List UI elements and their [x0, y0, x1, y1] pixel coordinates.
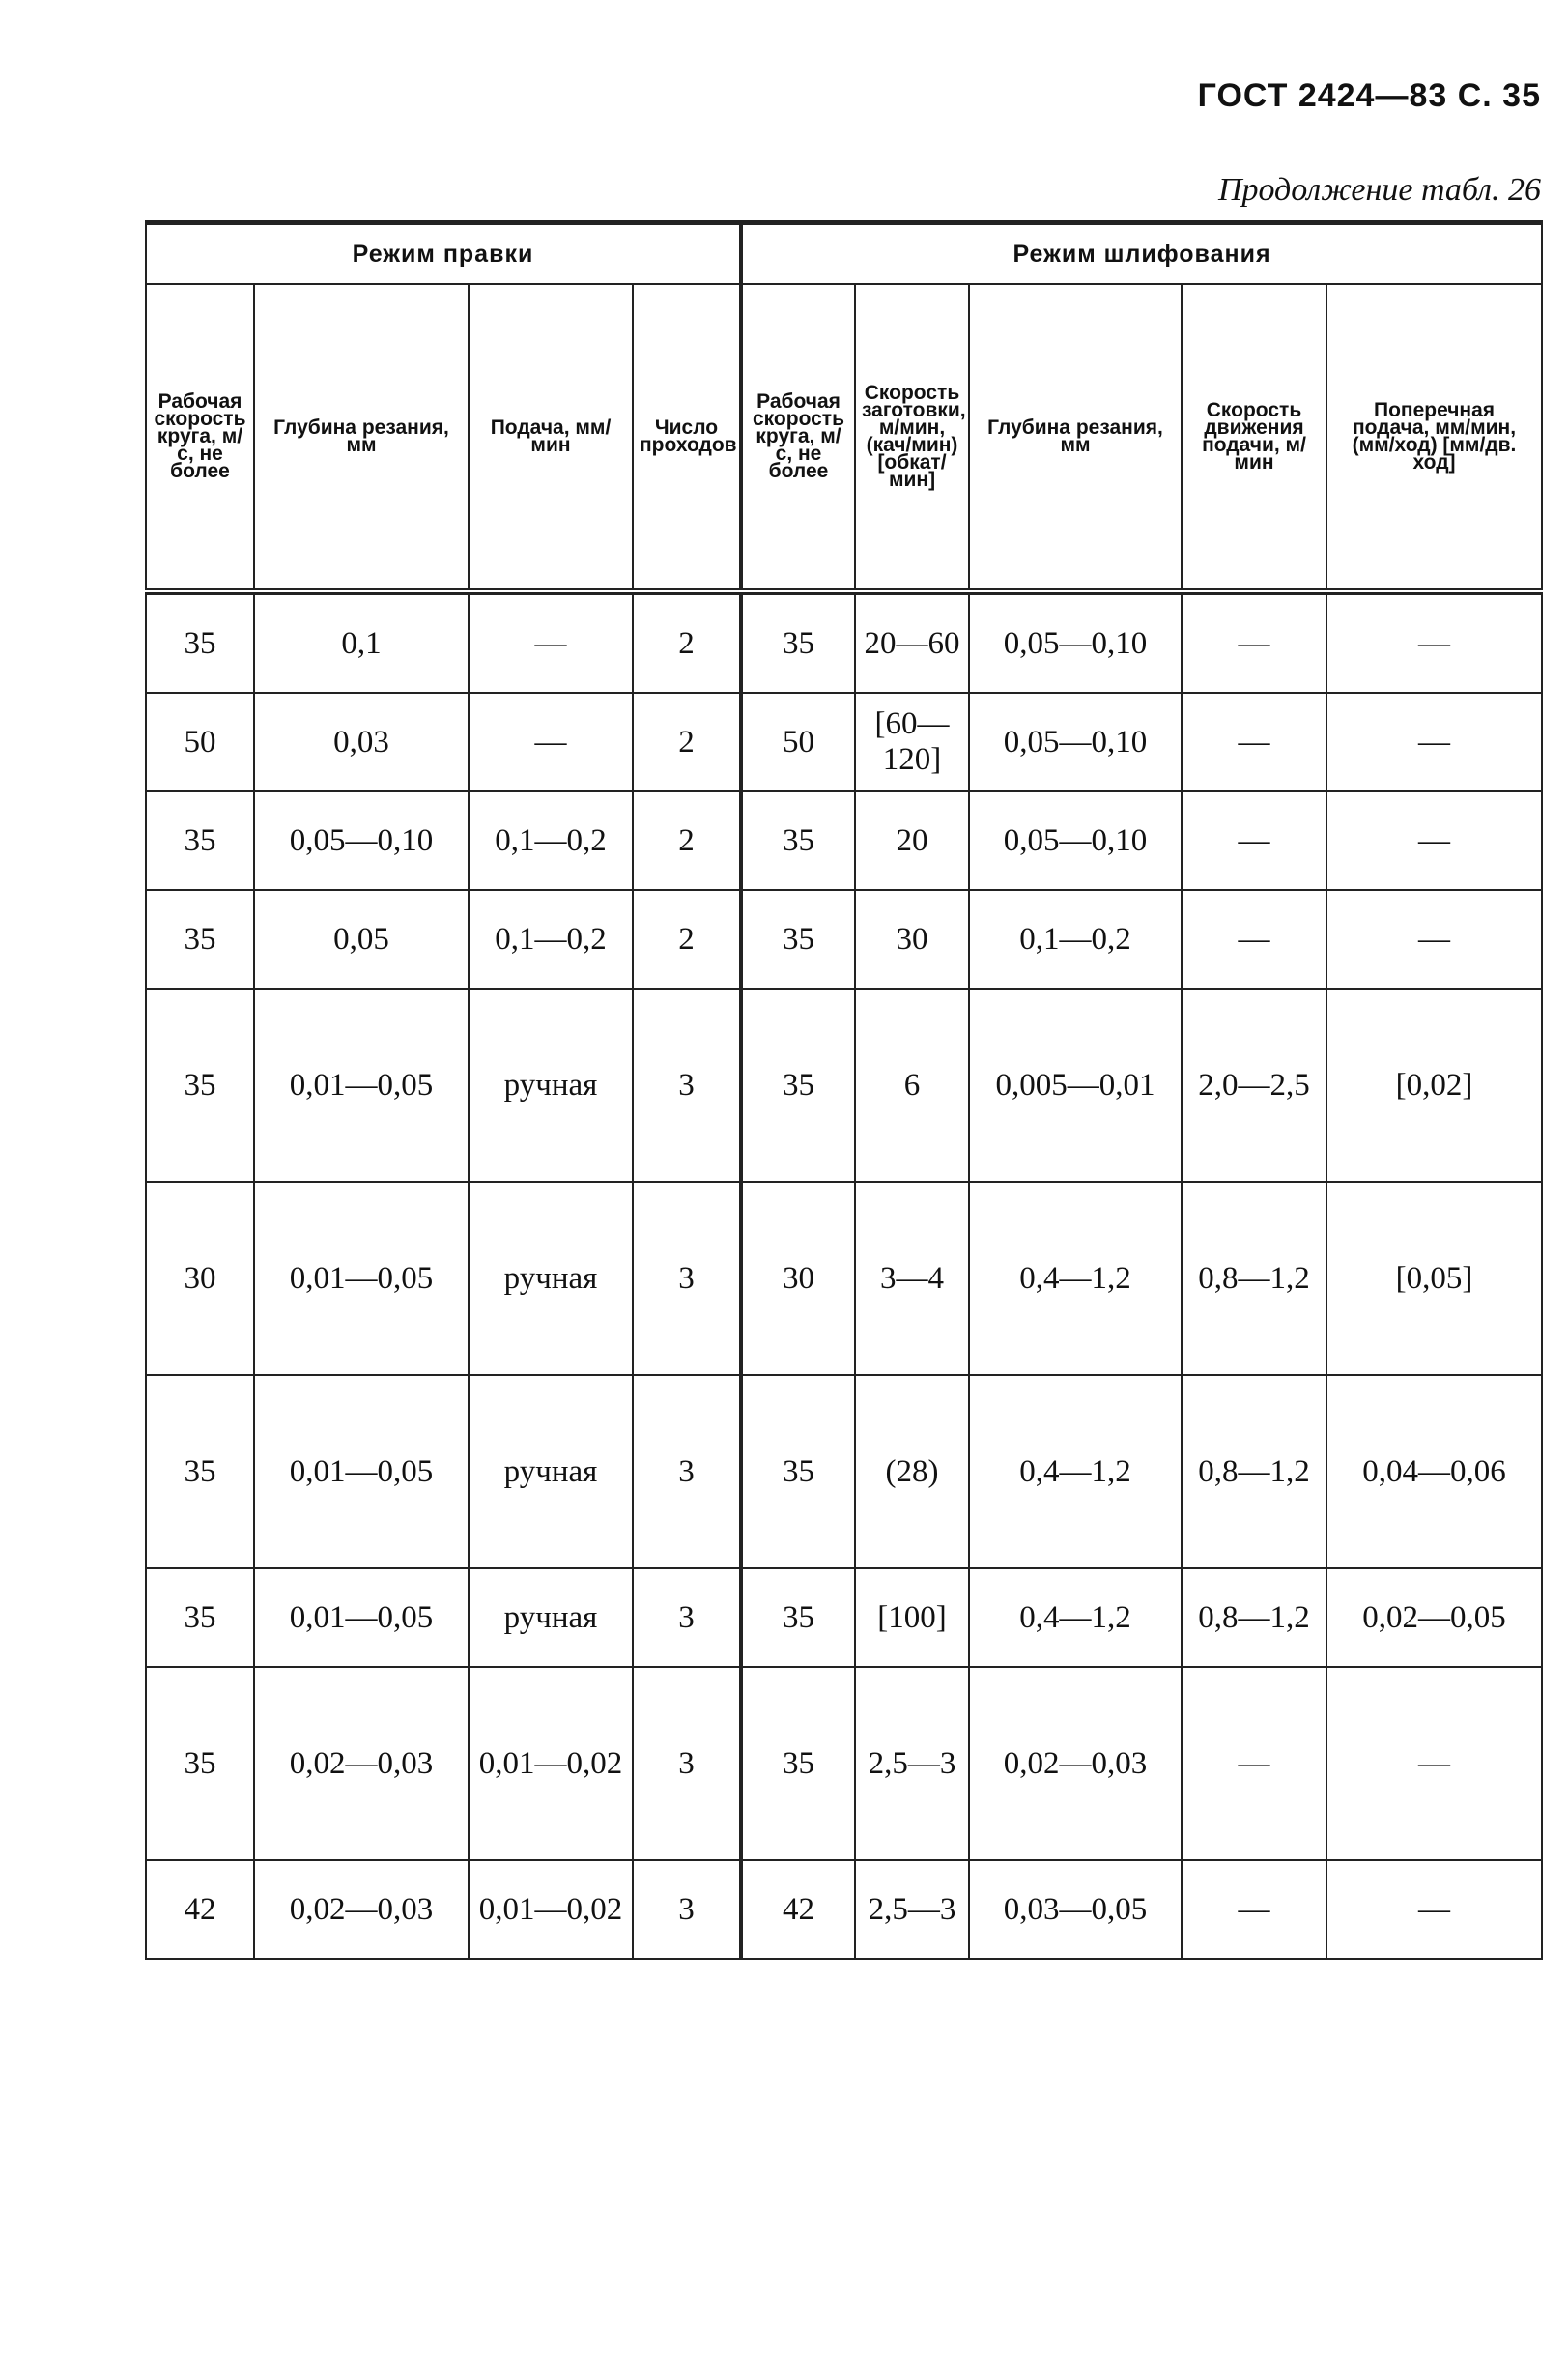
table-cell: [100]	[855, 1568, 969, 1667]
table-cell: 35	[146, 1667, 254, 1860]
table-continuation-caption: Продолжение табл. 26	[1217, 172, 1541, 208]
table-cell: 3	[633, 1860, 741, 1959]
table-row	[146, 1568, 1542, 1667]
table-cell: 2	[633, 693, 741, 791]
table-cell: 0,01—0,05	[254, 989, 469, 1182]
table-cell: [0,05]	[1326, 1182, 1542, 1375]
table-cell: —	[1182, 1667, 1326, 1860]
table-cell: 30	[741, 1182, 855, 1375]
table-cell: 0,8—1,2	[1182, 1568, 1326, 1667]
table-container	[145, 220, 1541, 1960]
table-cell: —	[1182, 791, 1326, 890]
table-cell: 0,05—0,10	[969, 693, 1182, 791]
table-cell: —	[1326, 693, 1542, 791]
table-cell: 0,1—0,2	[969, 890, 1182, 989]
table-cell: 35	[146, 890, 254, 989]
table-cell: 0,02—0,03	[969, 1667, 1182, 1860]
table-cell: 20	[855, 791, 969, 890]
table-cell: 2	[633, 890, 741, 989]
page-header: ГОСТ 2424—83 С. 35	[1197, 77, 1541, 114]
table-cell: 35	[741, 1568, 855, 1667]
table-cell: 2,5—3	[855, 1860, 969, 1959]
table-body	[146, 591, 1542, 1959]
table-cell: 0,03—0,05	[969, 1860, 1182, 1959]
table-cell: 30	[146, 1182, 254, 1375]
table-cell: 35	[146, 989, 254, 1182]
table-cell: 0,02—0,03	[254, 1667, 469, 1860]
table-cell: ручная	[469, 1568, 633, 1667]
table-cell: 0,8—1,2	[1182, 1375, 1326, 1568]
table-cell: 0,4—1,2	[969, 1182, 1182, 1375]
table-cell: —	[1326, 1667, 1542, 1860]
table-cell: 0,4—1,2	[969, 1375, 1182, 1568]
table-cell: ручная	[469, 1182, 633, 1375]
table-cell: —	[1182, 591, 1326, 693]
table-cell: 35	[146, 791, 254, 890]
table-row	[146, 890, 1542, 989]
table-cell: 50	[741, 693, 855, 791]
column-header-row	[146, 284, 1542, 591]
col-feed-speed: Скорость движения подачи, м/мин	[1182, 284, 1326, 591]
table-cell: 35	[741, 890, 855, 989]
table-cell: 0,05—0,10	[969, 791, 1182, 890]
table-cell: 0,1	[254, 591, 469, 693]
table-cell: 35	[741, 591, 855, 693]
table-cell: 0,01—0,05	[254, 1182, 469, 1375]
group-dressing: Режим правки	[146, 223, 741, 285]
table-row	[146, 693, 1542, 791]
group-header-row	[146, 223, 1542, 285]
table-cell: 0,8—1,2	[1182, 1182, 1326, 1375]
table-cell: —	[469, 591, 633, 693]
col-workpiece-speed: Скорость заготовки, м/мин, (кач/мин) [обкат/мин]	[855, 284, 969, 591]
table-cell: 0,05—0,10	[254, 791, 469, 890]
table-cell: 3	[633, 1182, 741, 1375]
table-cell: 0,01—0,05	[254, 1375, 469, 1568]
table-cell: [60—120]	[855, 693, 969, 791]
table-row	[146, 989, 1542, 1182]
table-cell: —	[1326, 1860, 1542, 1959]
table-cell: 0,02—0,03	[254, 1860, 469, 1959]
table-cell: 0,05	[254, 890, 469, 989]
table-cell: —	[1182, 890, 1326, 989]
table-cell: 0,01—0,02	[469, 1667, 633, 1860]
table-cell: (28)	[855, 1375, 969, 1568]
table-row	[146, 1182, 1542, 1375]
table-row	[146, 1375, 1542, 1568]
table-row	[146, 591, 1542, 693]
table-cell: 2	[633, 791, 741, 890]
table-cell: —	[1182, 693, 1326, 791]
table-row	[146, 1860, 1542, 1959]
table-cell: 2	[633, 591, 741, 693]
table-cell: 0,005—0,01	[969, 989, 1182, 1182]
table-cell: 3	[633, 1375, 741, 1568]
group-grinding: Режим шлифования	[741, 223, 1542, 285]
table-cell: ручная	[469, 989, 633, 1182]
table-cell: 0,03	[254, 693, 469, 791]
col-depth-grinding: Глубина резания, мм	[969, 284, 1182, 591]
col-depth-dressing: Глубина резания, мм	[254, 284, 469, 591]
table-cell: —	[1326, 791, 1542, 890]
table-cell: [0,02]	[1326, 989, 1542, 1182]
table-cell: 0,01—0,05	[254, 1568, 469, 1667]
col-feed-dressing: Подача, мм/мин	[469, 284, 633, 591]
regime-table	[145, 220, 1543, 1960]
table-cell: 20—60	[855, 591, 969, 693]
table-row	[146, 791, 1542, 890]
table-cell: —	[1326, 591, 1542, 693]
table-cell: 6	[855, 989, 969, 1182]
table-cell: 35	[146, 1568, 254, 1667]
table-cell: 35	[741, 989, 855, 1182]
col-wheel-speed-grinding: Рабочая скорость круга, м/с, не более	[741, 284, 855, 591]
table-cell: 0,04—0,06	[1326, 1375, 1542, 1568]
table-cell: 0,05—0,10	[969, 591, 1182, 693]
table-cell: 35	[741, 1667, 855, 1860]
table-row	[146, 1667, 1542, 1860]
table-cell: 3	[633, 989, 741, 1182]
table-cell: 35	[146, 1375, 254, 1568]
table-cell: 3—4	[855, 1182, 969, 1375]
table-cell: 35	[741, 791, 855, 890]
table-cell: 3	[633, 1568, 741, 1667]
table-cell: 2,0—2,5	[1182, 989, 1326, 1182]
table-cell: 0,4—1,2	[969, 1568, 1182, 1667]
table-cell: ручная	[469, 1375, 633, 1568]
table-cell: 50	[146, 693, 254, 791]
table-cell: 0,02—0,05	[1326, 1568, 1542, 1667]
table-cell: 42	[741, 1860, 855, 1959]
table-cell: —	[1326, 890, 1542, 989]
table-cell: 30	[855, 890, 969, 989]
table-cell: —	[1182, 1860, 1326, 1959]
col-cross-feed: Поперечная подача, мм/мин, (мм/ход) [мм/дв. ход]	[1326, 284, 1542, 591]
table-cell: 3	[633, 1667, 741, 1860]
table-cell: 35	[146, 591, 254, 693]
table-cell: 0,1—0,2	[469, 791, 633, 890]
table-cell: —	[469, 693, 633, 791]
table-cell: 2,5—3	[855, 1667, 969, 1860]
table-cell: 42	[146, 1860, 254, 1959]
col-wheel-speed-dressing: Рабочая скорость круга, м/с, не более	[146, 284, 254, 591]
table-cell: 35	[741, 1375, 855, 1568]
table-cell: 0,1—0,2	[469, 890, 633, 989]
table-cell: 0,01—0,02	[469, 1860, 633, 1959]
col-passes: Число проходов	[633, 284, 741, 591]
